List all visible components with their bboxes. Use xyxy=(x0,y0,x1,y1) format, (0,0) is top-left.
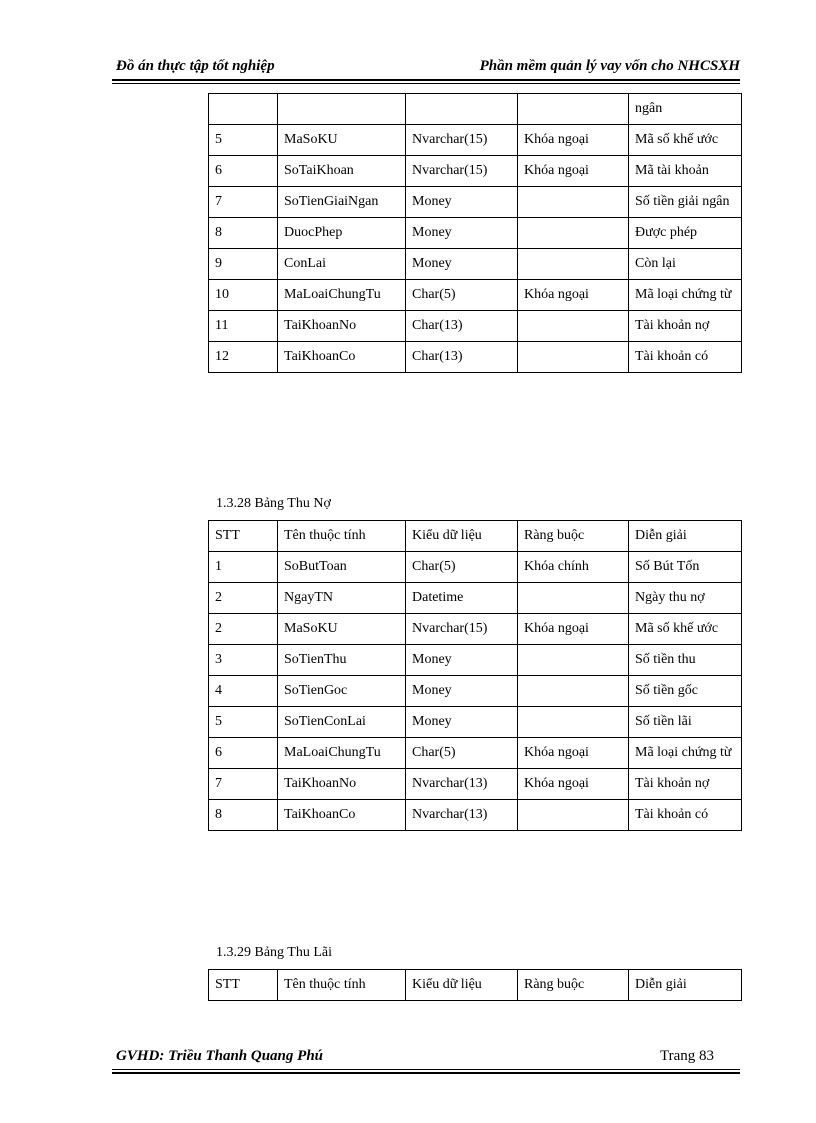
cell-description: Mã loại chứng từ xyxy=(629,738,742,769)
cell-description: Số tiền gốc xyxy=(629,676,742,707)
cell-constraint: Ràng buộc xyxy=(518,970,629,1001)
footer-advisor: GVHD: Triều Thanh Quang Phú xyxy=(116,1048,323,1064)
cell-constraint xyxy=(518,800,629,831)
cell-constraint: Khóa chính xyxy=(518,552,629,583)
cell-constraint: Ràng buộc xyxy=(518,521,629,552)
cell-stt: 12 xyxy=(209,342,278,373)
cell-stt: 3 xyxy=(209,645,278,676)
cell-datatype: Char(5) xyxy=(406,552,518,583)
cell-attribute: MaSoKU xyxy=(278,125,406,156)
cell-attribute: DuocPhep xyxy=(278,218,406,249)
cell-stt: STT xyxy=(209,970,278,1001)
cell-stt: 8 xyxy=(209,800,278,831)
table-row xyxy=(209,249,742,280)
table-row xyxy=(209,94,742,125)
cell-stt: 2 xyxy=(209,583,278,614)
cell-datatype: Datetime xyxy=(406,583,518,614)
table-row xyxy=(209,521,742,552)
table-caption-thu-lai: 1.3.29 Bảng Thu Lãi xyxy=(216,945,333,960)
table-row xyxy=(209,676,742,707)
cell-attribute: SoButToan xyxy=(278,552,406,583)
cell-datatype: Nvarchar(15) xyxy=(406,125,518,156)
cell-datatype: Kiểu dữ liệu xyxy=(406,970,518,1001)
cell-datatype: Money xyxy=(406,249,518,280)
header-rule-thin xyxy=(112,83,740,84)
table-row xyxy=(209,614,742,645)
cell-attribute: TaiKhoanCo xyxy=(278,800,406,831)
cell-constraint xyxy=(518,583,629,614)
footer-rule-thin xyxy=(112,1069,740,1070)
table-giai-ngan-continued xyxy=(208,93,742,373)
cell-attribute: SoTaiKhoan xyxy=(278,156,406,187)
cell-description: Tài khoản nợ xyxy=(629,311,742,342)
cell-datatype: Char(13) xyxy=(406,311,518,342)
cell-attribute: ConLai xyxy=(278,249,406,280)
cell-description: Được phép xyxy=(629,218,742,249)
cell-datatype: Nvarchar(15) xyxy=(406,156,518,187)
cell-description: Mã tài khoản xyxy=(629,156,742,187)
header-left-title: Đồ án thực tập tốt nghiệp xyxy=(116,58,275,74)
cell-description: Số Bút Tốn xyxy=(629,552,742,583)
cell-stt: STT xyxy=(209,521,278,552)
table-row xyxy=(209,280,742,311)
cell-description: Diễn giải xyxy=(629,970,742,1001)
cell-datatype xyxy=(406,94,518,125)
cell-stt: 6 xyxy=(209,738,278,769)
cell-constraint xyxy=(518,187,629,218)
cell-attribute: NgayTN xyxy=(278,583,406,614)
cell-description: Số tiền giải ngân xyxy=(629,187,742,218)
cell-constraint xyxy=(518,94,629,125)
table-row xyxy=(209,707,742,738)
cell-stt xyxy=(209,94,278,125)
table-row xyxy=(209,187,742,218)
cell-stt: 6 xyxy=(209,156,278,187)
cell-stt: 5 xyxy=(209,707,278,738)
cell-stt: 7 xyxy=(209,187,278,218)
table-row xyxy=(209,311,742,342)
cell-attribute: Tên thuộc tính xyxy=(278,521,406,552)
table-caption-thu-no: 1.3.28 Bảng Thu Nợ xyxy=(216,496,331,511)
table-thu-lai xyxy=(208,969,742,1001)
cell-attribute xyxy=(278,94,406,125)
cell-attribute: SoTienThu xyxy=(278,645,406,676)
cell-attribute: SoTienGiaiNgan xyxy=(278,187,406,218)
cell-description: Ngày thu nợ xyxy=(629,583,742,614)
cell-stt: 9 xyxy=(209,249,278,280)
cell-attribute: TaiKhoanCo xyxy=(278,342,406,373)
cell-constraint: Khóa ngoại xyxy=(518,738,629,769)
header-rule xyxy=(112,79,740,81)
cell-stt: 11 xyxy=(209,311,278,342)
cell-attribute: TaiKhoanNo xyxy=(278,311,406,342)
cell-description: Tài khoản nợ xyxy=(629,769,742,800)
cell-attribute: SoTienConLai xyxy=(278,707,406,738)
table-row xyxy=(209,800,742,831)
cell-constraint: Khóa ngoại xyxy=(518,769,629,800)
cell-description: Còn lại xyxy=(629,249,742,280)
cell-constraint: Khóa ngoại xyxy=(518,280,629,311)
table-row xyxy=(209,738,742,769)
cell-stt: 7 xyxy=(209,769,278,800)
cell-description: Mã loại chứng từ xyxy=(629,280,742,311)
header-right-title: Phần mềm quản lý vay vốn cho NHCSXH xyxy=(479,58,740,74)
cell-datatype: Char(13) xyxy=(406,342,518,373)
cell-constraint xyxy=(518,707,629,738)
cell-datatype: Nvarchar(13) xyxy=(406,800,518,831)
cell-attribute: Tên thuộc tính xyxy=(278,970,406,1001)
cell-description: Tài khoản có xyxy=(629,800,742,831)
table-row xyxy=(209,583,742,614)
table-row xyxy=(209,342,742,373)
cell-attribute: MaLoaiChungTu xyxy=(278,738,406,769)
cell-constraint xyxy=(518,676,629,707)
table-row xyxy=(209,769,742,800)
cell-datatype: Money xyxy=(406,187,518,218)
cell-stt: 4 xyxy=(209,676,278,707)
table-row xyxy=(209,156,742,187)
table-row xyxy=(209,218,742,249)
cell-attribute: SoTienGoc xyxy=(278,676,406,707)
table-row xyxy=(209,552,742,583)
cell-constraint xyxy=(518,645,629,676)
cell-attribute: TaiKhoanNo xyxy=(278,769,406,800)
cell-description: Mã số khế ước xyxy=(629,614,742,645)
cell-datatype: Nvarchar(13) xyxy=(406,769,518,800)
footer-rule xyxy=(112,1072,740,1074)
cell-description: Mã số khế ước xyxy=(629,125,742,156)
cell-constraint: Khóa ngoại xyxy=(518,156,629,187)
cell-datatype: Char(5) xyxy=(406,738,518,769)
cell-datatype: Char(5) xyxy=(406,280,518,311)
cell-datatype: Money xyxy=(406,707,518,738)
cell-attribute: MaLoaiChungTu xyxy=(278,280,406,311)
cell-description: Tài khoản có xyxy=(629,342,742,373)
cell-constraint xyxy=(518,311,629,342)
cell-constraint: Khóa ngoại xyxy=(518,614,629,645)
cell-constraint xyxy=(518,342,629,373)
cell-stt: 1 xyxy=(209,552,278,583)
cell-attribute: MaSoKU xyxy=(278,614,406,645)
cell-constraint xyxy=(518,249,629,280)
cell-constraint: Khóa ngoại xyxy=(518,125,629,156)
cell-datatype: Money xyxy=(406,218,518,249)
cell-stt: 2 xyxy=(209,614,278,645)
cell-description: Diễn giải xyxy=(629,521,742,552)
cell-stt: 8 xyxy=(209,218,278,249)
cell-datatype: Money xyxy=(406,676,518,707)
cell-stt: 10 xyxy=(209,280,278,311)
cell-description: Số tiền thu xyxy=(629,645,742,676)
table-row xyxy=(209,970,742,1001)
cell-datatype: Money xyxy=(406,645,518,676)
page-number: Trang 83 xyxy=(660,1048,715,1064)
cell-datatype: Nvarchar(15) xyxy=(406,614,518,645)
cell-constraint xyxy=(518,218,629,249)
cell-datatype: Kiểu dữ liệu xyxy=(406,521,518,552)
cell-stt: 5 xyxy=(209,125,278,156)
table-row xyxy=(209,645,742,676)
cell-description: Số tiền lãi xyxy=(629,707,742,738)
cell-description: ngân xyxy=(629,94,742,125)
table-row xyxy=(209,125,742,156)
table-thu-no xyxy=(208,520,742,831)
